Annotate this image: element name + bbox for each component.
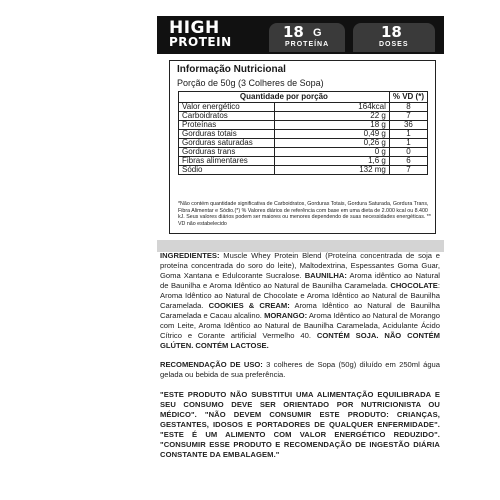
nutrient-vd: 8 bbox=[389, 103, 427, 112]
brand-line1: HIGH bbox=[169, 18, 220, 38]
nutrition-facts-card bbox=[169, 60, 436, 234]
nutrient-name: Gorduras saturadas bbox=[179, 139, 275, 148]
warning-paragraph: "ESTE PRODUTO NÃO SUBSTITUI UMA ALIMENTAÇÃO EQUILIBRADA E SEU CONSUMO DEVE SER ORIENTADO POR NUTRICIONISTA OU MÉDICO". "NÃO DEVEM CONSUMIR ESTE PRODUTO: CRIANÇAS, GESTANTES, IDOSOS E PORTADORES DE QUALQUER ENFERMIDADE". "ESTE É UM ALIMENTO COM VALOR ENERGÉTICO REDUZIDO". "CONSUMIR ESSE PRODUTO E RECOMENDAÇÃO DE INGESTÃO DIÁRIA CONSTANTE DA EMBALAGEM." bbox=[160, 390, 440, 459]
chocolate-label: CHOCOLATE bbox=[390, 281, 438, 290]
vd-header: % VD (*) bbox=[389, 92, 427, 103]
cookies-label: COOKIES & CREAM: bbox=[208, 301, 290, 310]
nutrient-vd: 36 bbox=[389, 121, 427, 130]
ingredients-text: Muscle Whey Protein Blend (Proteína concentrada de soja e proteína concentrada do soro do leite), Maltodextrina, Espessantes Goma Guar, Goma Xantana e Edulcorante Sucralose. bbox=[160, 251, 440, 280]
nutrition-table bbox=[178, 91, 428, 175]
nutrient-vd: 0 bbox=[389, 148, 427, 157]
nutrition-panel bbox=[157, 16, 444, 236]
nutrition-footnote: *Não contém quantidade significativa de Carboidratos, Gorduras Totais, Gordura Saturada, Gordura Trans, Fibra Alimentar e Sódio.(*) % Valores diários de referência com base em uma dieta de 2.000 kcal ou 8.400 kJ. Seus valores diários podem ser maiores ou menores dependendo de suas necessidades energéticas. ** VD não estabelecido bbox=[178, 201, 431, 227]
doses-amount: 18 bbox=[381, 23, 402, 41]
nutrient-qty: 1,6 g bbox=[275, 157, 389, 166]
nutrient-name: Gorduras totais bbox=[179, 130, 275, 139]
table-row bbox=[179, 166, 428, 175]
nutrient-vd: 1 bbox=[389, 130, 427, 139]
brand-line2: PROTEIN bbox=[169, 35, 232, 49]
protein-unit: G bbox=[313, 27, 322, 39]
nutrition-title: Informação Nutricional bbox=[177, 64, 286, 75]
nutrient-name: Fibras alimentares bbox=[179, 157, 275, 166]
protein-badge bbox=[269, 23, 345, 52]
nutrient-vd: 6 bbox=[389, 157, 427, 166]
nutrient-name: Gorduras trans bbox=[179, 148, 275, 157]
nutrient-qty: 0 g bbox=[275, 148, 389, 157]
allergen-statement: CONTÉM SOJA. NÃO CONTÉM GLÚTEN. CONTÉM LACTOSE. bbox=[160, 331, 440, 350]
morango-text: Aroma Idêntico ao Natural de Morango com Leite, Aroma Idêntico ao Natural de Baunilha Caramelada, Acidulante Ácido Cítrico e Corante artificial Vermelho 40. bbox=[160, 311, 441, 340]
baunilha-text: Aroma idêntico ao Natural de Baunilha e Aroma Idêntico ao Natural de Baunilha Caramelada. bbox=[160, 271, 440, 290]
chocolate-text: : Aroma Idêntico ao Natural de Chocolate e Aroma Idêntico ao Natural de Baunilha Caramelada. bbox=[160, 281, 440, 310]
ingredients-label: INGREDIENTES: bbox=[160, 251, 220, 260]
recommendation-text: 3 colheres de Sopa (50g) diluído em 250ml água gelada ou bebida de sua preferência. bbox=[160, 360, 440, 379]
nutrient-vd: 1 bbox=[389, 139, 427, 148]
nutrition-table-header bbox=[179, 92, 428, 103]
nutrient-qty: 0,49 g bbox=[275, 130, 389, 139]
table-row bbox=[179, 157, 428, 166]
nutrient-qty: 18 g bbox=[275, 121, 389, 130]
nutrient-qty: 164kcal bbox=[275, 103, 389, 112]
recommendation-paragraph bbox=[160, 360, 440, 380]
protein-amount: 18 bbox=[283, 23, 304, 41]
cookies-text: Aroma Idêntico ao Natural de Baunilha Caramelada e Cacau alcalino. bbox=[160, 301, 440, 320]
baunilha-label: BAUNILHA: bbox=[304, 271, 347, 280]
recommendation-label: RECOMENDAÇÃO DE USO: bbox=[160, 360, 263, 369]
qty-header: Quantidade por porção bbox=[179, 92, 390, 103]
doses-label: DOSES bbox=[379, 41, 409, 48]
header-bar bbox=[157, 16, 444, 54]
portion-size: Porção de 50g (3 Colheres de Sopa) bbox=[177, 78, 324, 88]
nutrient-qty: 22 g bbox=[275, 112, 389, 121]
nutrient-name: Valor energético bbox=[179, 103, 275, 112]
nutrient-name: Sódio bbox=[179, 166, 275, 175]
nutrient-name: Proteínas bbox=[179, 121, 275, 130]
doses-badge bbox=[353, 23, 435, 52]
nutrient-name: Carboidratos bbox=[179, 112, 275, 121]
nutrient-vd: 7 bbox=[389, 112, 427, 121]
protein-label: PROTEÍNA bbox=[285, 41, 330, 48]
nutrient-vd: 7 bbox=[389, 166, 427, 175]
nutrient-qty: 132 mg bbox=[275, 166, 389, 175]
morango-label: MORANGO: bbox=[264, 311, 308, 320]
nutrient-qty: 0,26 g bbox=[275, 139, 389, 148]
ingredients-paragraph bbox=[160, 251, 440, 351]
